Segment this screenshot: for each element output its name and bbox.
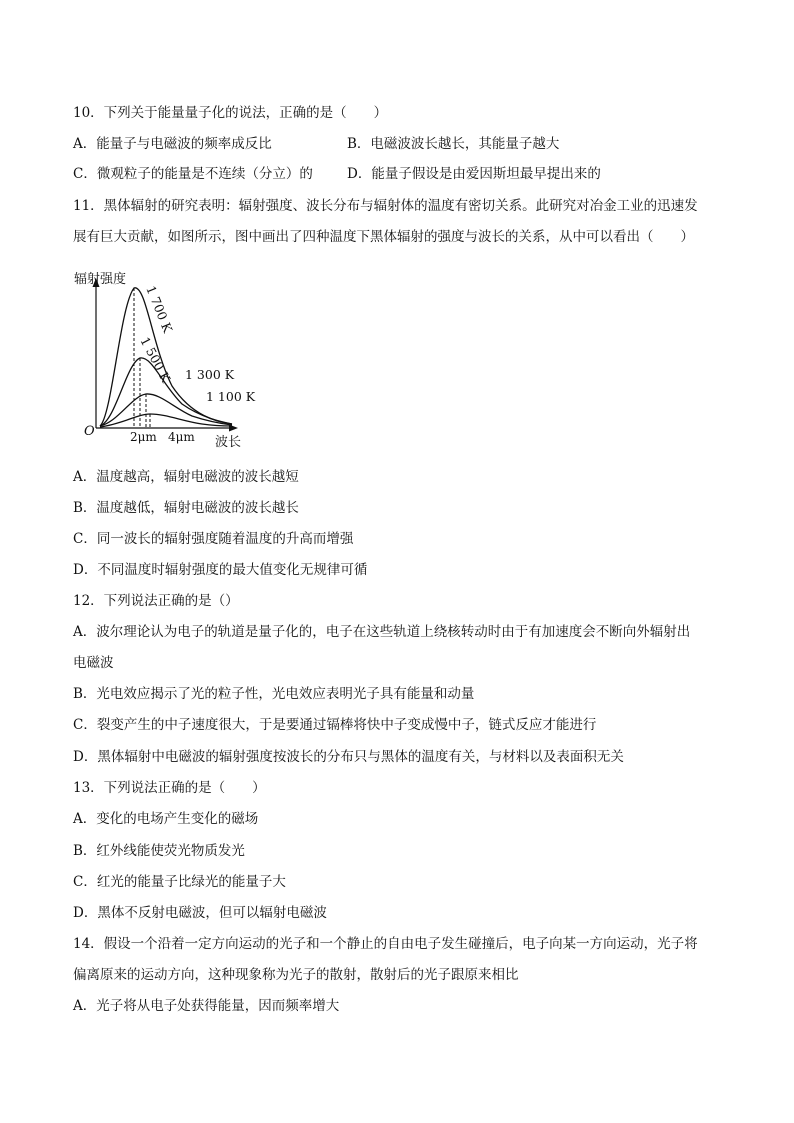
label-1100k: 1 100 K — [206, 389, 256, 404]
q11-option-b: B．温度越低，辐射电磁波的波长越长 — [73, 500, 299, 516]
q11-option-d: D．不同温度时辐射强度的最大值变化无规律可循 — [73, 562, 368, 578]
tick-2um: 2μm — [130, 430, 157, 444]
q14-option-a: A．光子将从电子处获得能量，因而频率增大 — [73, 998, 340, 1014]
q10-option-a: A．能量子与电磁波的频率成反比 — [73, 136, 272, 152]
q13-option-d: D．黑体不反射电磁波，但可以辐射电磁波 — [73, 905, 327, 921]
label-1500k: 1 500 K — [137, 334, 174, 385]
q14-stem-line2: 偏离原来的运动方向，这种现象称为光子的散射，散射后的光子跟原来相比 — [73, 967, 519, 983]
q11-option-c: C．同一波长的辐射强度随着温度的升高而增强 — [73, 531, 354, 547]
q12-option-a-line1: A．波尔理论认为电子的轨道是量子化的，电子在这些轨道上绕核转动时由于有加速度会不断向外辐射出 — [73, 624, 691, 640]
q13-stem: 13．下列说法正确的是（ ） — [73, 780, 266, 796]
q14-stem-line1: 14．假设一个沿着一定方向运动的光子和一个静止的自由电子发生碰撞后，电子向某一方向运动，光子将 — [73, 936, 698, 952]
q12-option-c: C．裂变产生的中子速度很大，于是要通过镉棒将快中子变成慢中子，链式反应才能进行 — [73, 717, 597, 733]
q12-option-d: D．黑体辐射中电磁波的辐射强度按波长的分布只与黑体的温度有关，与材料以及表面积无关 — [73, 749, 624, 765]
q11-stem-line2: 展有巨大贡献，如图所示，图中画出了四种温度下黑体辐射的强度与波长的关系，从中可以看出（ ） — [73, 229, 694, 245]
label-1700k: 1 700 K — [143, 283, 176, 335]
q10-option-d: D．能量子假设是由爱因斯坦最早提出来的 — [347, 166, 601, 182]
q10-option-c: C．微观粒子的能量是不连续（分立）的 — [73, 166, 313, 182]
q13-option-b: B．红外线能使荧光物质发光 — [73, 843, 245, 859]
q13-option-c: C．红光的能量子比绿光的能量子大 — [73, 874, 286, 890]
curve-1100k — [100, 414, 232, 427]
x-axis-label: 波长 — [215, 435, 242, 450]
y-axis-label: 辐射强度 — [74, 272, 127, 287]
q10-option-b: B．电磁波波长越长，其能量子越大 — [347, 136, 560, 152]
q11-option-a: A．温度越高，辐射电磁波的波长越短 — [73, 469, 299, 485]
q12-option-a-line2: 电磁波 — [73, 655, 114, 671]
label-1300k: 1 300 K — [185, 367, 235, 382]
q12-stem: 12．下列说法正确的是（） — [73, 593, 239, 609]
q11-stem-line1: 11．黑体辐射的研究表明：辐射强度、波长分布与辐射体的温度有密切关系。此研究对冶金工业的迅速发 — [73, 198, 698, 214]
origin-label: O — [84, 424, 95, 439]
q12-option-b: B．光电效应揭示了光的粒子性，光电效应表明光子具有能量和动量 — [73, 686, 475, 702]
q13-option-a: A．变化的电场产生变化的磁场 — [73, 811, 259, 827]
tick-4um: 4μm — [168, 430, 195, 444]
q10-stem: 10．下列关于能量量子化的说法，正确的是（ ） — [73, 105, 388, 121]
blackbody-radiation-figure — [74, 266, 262, 450]
